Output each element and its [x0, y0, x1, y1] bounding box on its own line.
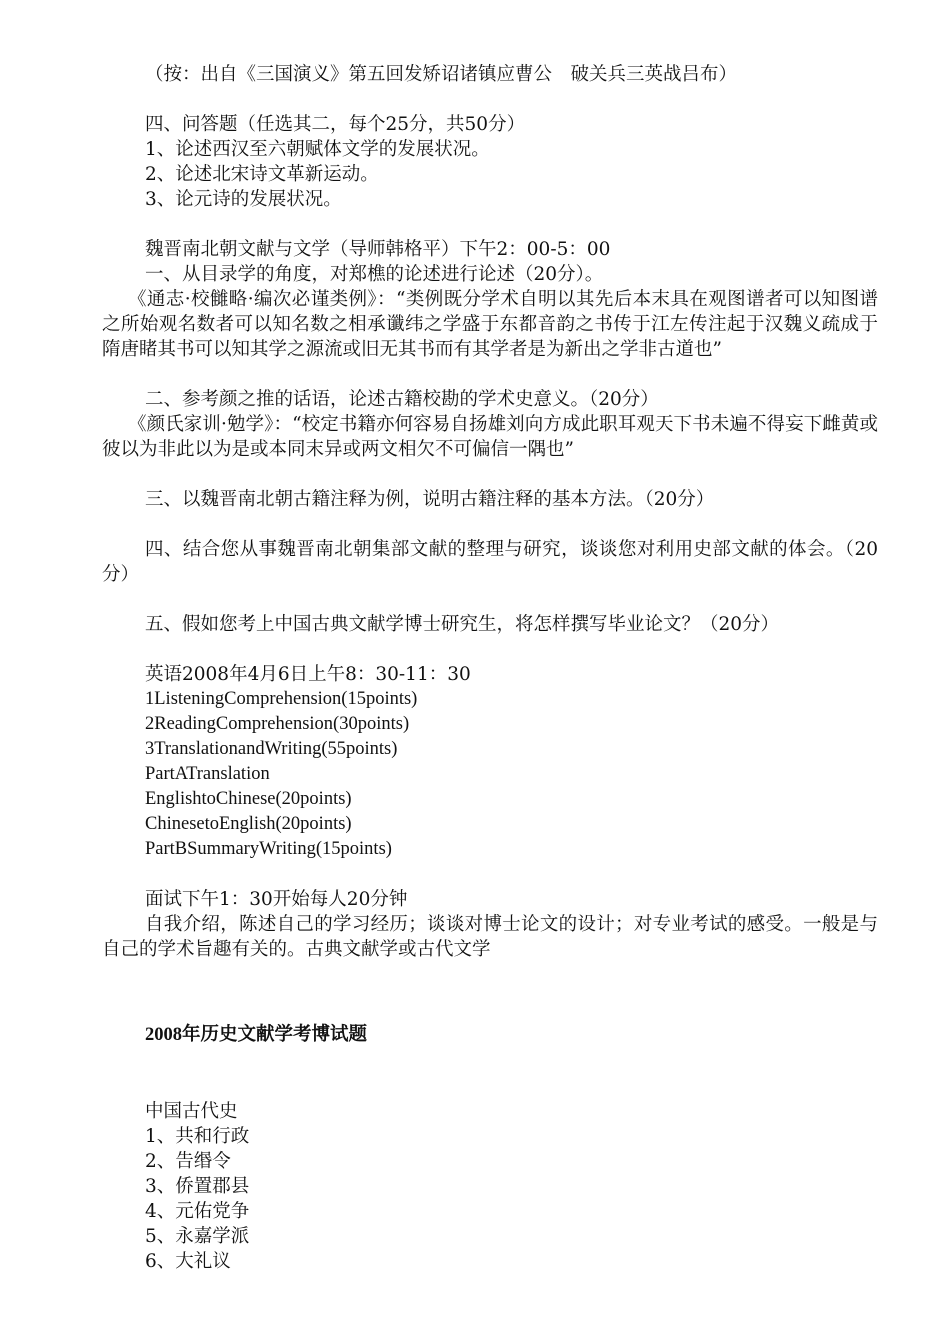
exam-title: 魏晋南北朝文献与文学（导师韩格平）下午2：00-5：00 [145, 239, 611, 260]
history-item: 2、告缗令 [145, 1151, 231, 1172]
english-item: ChinesetoEnglish(20points) [145, 814, 352, 834]
subject-heading: 中国古代史 [145, 1101, 238, 1122]
question-item: 1、论述西汉至六朝赋体文学的发展状况。 [145, 139, 490, 160]
english-item: PartATranslation [145, 764, 270, 784]
history-item: 1、共和行政 [145, 1126, 250, 1147]
question-heading: 一、从目录学的角度，对郑樵的论述进行论述（20分）。 [145, 264, 604, 285]
question-heading: 五、假如您考上中国古典文献学博士研究生，将怎样撰写毕业论文？（20分） [145, 614, 780, 635]
question-heading: 三、以魏晋南北朝古籍注释为例，说明古籍注释的基本方法。（20分） [145, 489, 715, 510]
exam-title: 英语2008年4月6日上午8：30-11：30 [145, 664, 471, 685]
source-note: （按：出自《三国演义》第五回发矫诏诸镇应曹公 破关兵三英战吕布） [145, 64, 738, 85]
english-item: EnglishtoChinese(20points) [145, 789, 352, 809]
document-page [102, 62, 878, 1274]
question-heading: 四、结合您从事魏晋南北朝集部文献的整理与研究，谈谈您对利用史部文献的体会。（20分） [102, 539, 878, 585]
history-item: 5、永嘉学派 [145, 1226, 250, 1247]
section-heading: 四、问答题（任选其二，每个25分，共50分） [145, 114, 526, 135]
english-item: 1ListeningComprehension(15points) [145, 689, 418, 709]
interview-paragraph: 自我介绍，陈述自己的学习经历；谈谈对博士论文的设计；对专业考试的感受。一般是与自己的学术旨趣有关的。古典文献学或古代文学 [102, 914, 878, 960]
quote-paragraph: 《颜氏家训·勉学》：“校定书籍亦何容易自扬雄刘向方成此职耳观天下书未遍不得妄下雌黄或彼以为非此以为是或本同末异或两文相欠不可偏信一隅也” [102, 414, 878, 460]
interview-title: 面试下午1：30开始每人20分钟 [145, 889, 408, 910]
english-item: PartBSummaryWriting(15points) [145, 839, 392, 859]
question-heading: 二、参考颜之推的话语，论述古籍校勘的学术史意义。（20分） [145, 389, 659, 410]
history-item: 4、元佑党争 [145, 1201, 250, 1222]
history-item: 3、侨置郡县 [145, 1176, 250, 1197]
quote-paragraph: 《通志·校雠略·编次必谨类例》：“类例既分学术自明以其先后本末具在观图谱者可以知图谱之所始观名数者可以知名数之相承谶纬之学盛于东都音韵之书传于江左传注起于汉魏义疏成于隋唐睹其书可以知其学之源流或旧无其书而有其学者是为新出之学非古道也” [102, 289, 878, 360]
question-item: 3、论元诗的发展状况。 [145, 189, 342, 210]
question-item: 2、论述北宋诗文革新运动。 [145, 164, 379, 185]
section-title: 2008年历史文献学考博试题 [145, 1025, 368, 1045]
history-item: 6、大礼议 [145, 1251, 231, 1272]
english-item: 3TranslationandWriting(55points) [145, 739, 398, 759]
english-item: 2ReadingComprehension(30points) [145, 714, 410, 734]
